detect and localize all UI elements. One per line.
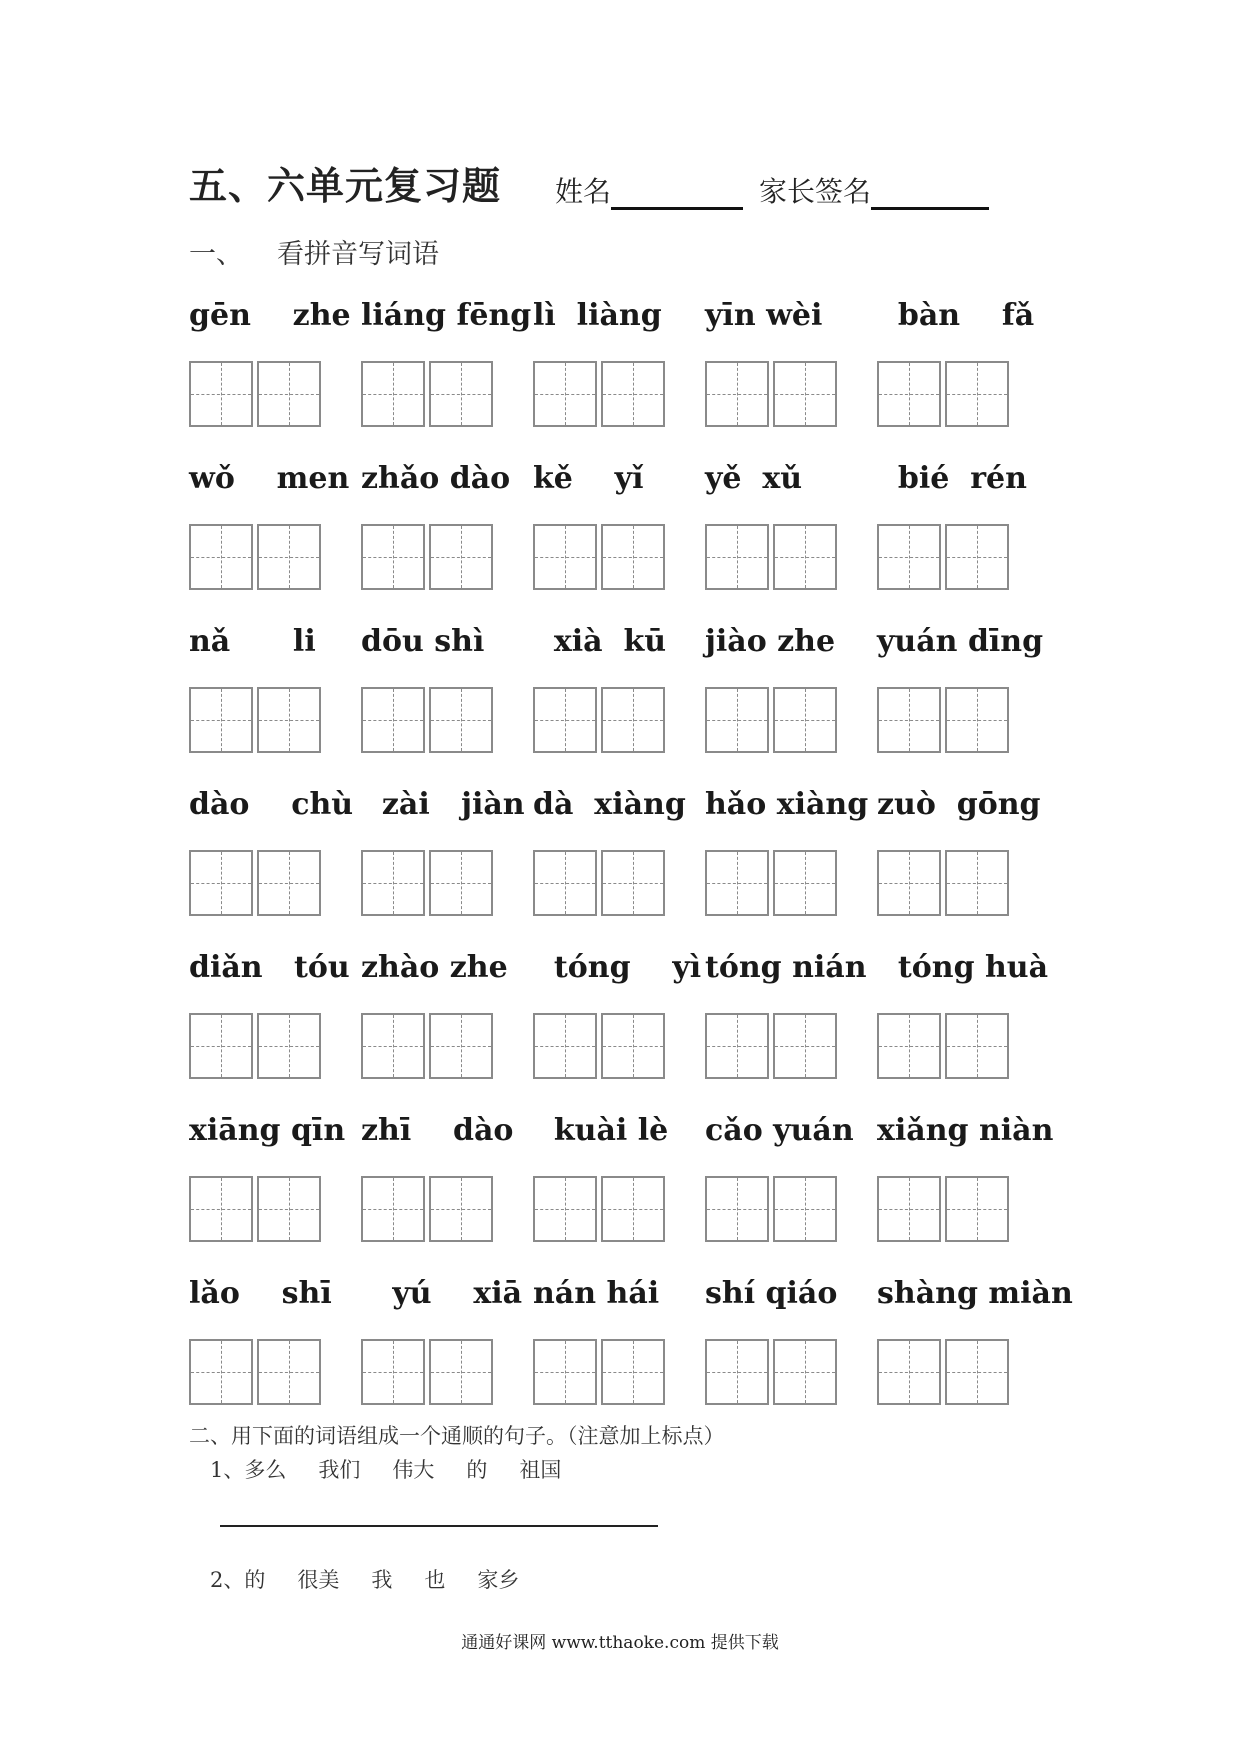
writing-box-pair bbox=[189, 687, 321, 753]
tianzige-box[interactable] bbox=[877, 1013, 941, 1079]
grid-row bbox=[189, 1111, 1054, 1274]
tianzige-box[interactable] bbox=[945, 1013, 1009, 1079]
tianzige-box[interactable] bbox=[429, 361, 493, 427]
writing-box-pair bbox=[877, 687, 1009, 753]
pinyin-label: jiào zhe bbox=[705, 624, 836, 659]
answer-line-1[interactable] bbox=[220, 1525, 658, 1527]
tianzige-box[interactable] bbox=[257, 850, 321, 916]
tianzige-box[interactable] bbox=[361, 361, 425, 427]
tianzige-box[interactable] bbox=[877, 850, 941, 916]
tianzige-box[interactable] bbox=[601, 850, 665, 916]
page-title: 五、六单元复习题 bbox=[189, 163, 502, 208]
writing-box-pair bbox=[877, 1176, 1009, 1242]
tianzige-box[interactable] bbox=[705, 361, 769, 427]
tianzige-box[interactable] bbox=[601, 1176, 665, 1242]
pinyin-label: zhī dào bbox=[361, 1113, 514, 1148]
pinyin-label: zhào zhe bbox=[361, 950, 508, 985]
tianzige-box[interactable] bbox=[533, 361, 597, 427]
writing-box-pair bbox=[877, 524, 1009, 590]
tianzige-box[interactable] bbox=[533, 850, 597, 916]
grid-row bbox=[189, 785, 1049, 948]
section1-number: 一、 bbox=[189, 239, 243, 270]
pinyin-label: hǎo xiàng bbox=[705, 787, 869, 822]
writing-box-pair bbox=[877, 1013, 1009, 1079]
q1-word: 我们 bbox=[318, 1458, 361, 1482]
question-2 bbox=[210, 1564, 551, 1594]
tianzige-box[interactable] bbox=[773, 524, 837, 590]
tianzige-box[interactable] bbox=[429, 524, 493, 590]
pinyin-label: nán hái bbox=[533, 1276, 660, 1311]
tianzige-box[interactable] bbox=[877, 1339, 941, 1405]
writing-box-pair bbox=[189, 1339, 321, 1405]
tianzige-box[interactable] bbox=[189, 361, 253, 427]
section1-heading bbox=[189, 232, 439, 271]
tianzige-box[interactable] bbox=[877, 1176, 941, 1242]
section1-title: 看拼音写词语 bbox=[277, 239, 439, 270]
tianzige-box[interactable] bbox=[877, 361, 941, 427]
tianzige-box[interactable] bbox=[429, 1176, 493, 1242]
q2-word: 也 bbox=[424, 1568, 446, 1592]
writing-box-pair bbox=[877, 1339, 1009, 1405]
tianzige-box[interactable] bbox=[945, 1176, 1009, 1242]
tianzige-box[interactable] bbox=[705, 1013, 769, 1079]
tianzige-box[interactable] bbox=[257, 524, 321, 590]
writing-box-pair bbox=[533, 687, 665, 753]
tianzige-box[interactable] bbox=[189, 1339, 253, 1405]
pinyin-label: xià kū bbox=[533, 624, 667, 659]
tianzige-box[interactable] bbox=[429, 687, 493, 753]
writing-box-pair bbox=[533, 1339, 665, 1405]
name-label: 姓名 bbox=[555, 175, 612, 208]
tianzige-box[interactable] bbox=[601, 1339, 665, 1405]
grid-row bbox=[189, 459, 1049, 622]
writing-box-pair bbox=[533, 1176, 665, 1242]
pinyin-label: xiǎng niàn bbox=[877, 1113, 1054, 1148]
pinyin-label: shàng miàn bbox=[877, 1276, 1073, 1311]
tianzige-box[interactable] bbox=[257, 361, 321, 427]
q2-word: 家乡 bbox=[477, 1568, 520, 1592]
section2-title: 二、用下面的词语组成一个通顺的句子。（注意加上标点） bbox=[189, 1424, 725, 1448]
tianzige-box[interactable] bbox=[429, 850, 493, 916]
pinyin-label: kuài lè bbox=[533, 1113, 669, 1148]
parent-signature-field bbox=[759, 170, 989, 210]
writing-box-pair bbox=[361, 850, 493, 916]
grid-row bbox=[189, 1274, 1073, 1437]
pinyin-label: dōu shì bbox=[361, 624, 485, 659]
tianzige-box[interactable] bbox=[601, 361, 665, 427]
tianzige-box[interactable] bbox=[361, 1339, 425, 1405]
writing-box-pair bbox=[533, 361, 665, 427]
tianzige-box[interactable] bbox=[601, 687, 665, 753]
tianzige-box[interactable] bbox=[773, 1013, 837, 1079]
grid-row bbox=[189, 622, 1049, 785]
pinyin-grid bbox=[189, 296, 1073, 1437]
pinyin-label: xiāng qīn bbox=[189, 1113, 346, 1148]
tianzige-box[interactable] bbox=[945, 1339, 1009, 1405]
pinyin-label: yě xǔ bbox=[705, 461, 803, 496]
pinyin-label: shí qiáo bbox=[705, 1276, 838, 1311]
pinyin-label: yuán dīng bbox=[877, 624, 1044, 659]
pinyin-label: wǒ men bbox=[189, 461, 350, 496]
tianzige-box[interactable] bbox=[361, 1013, 425, 1079]
name-blank[interactable] bbox=[611, 173, 743, 210]
writing-box-pair bbox=[705, 1176, 837, 1242]
tianzige-box[interactable] bbox=[773, 1176, 837, 1242]
writing-box-pair bbox=[189, 524, 321, 590]
tianzige-box[interactable] bbox=[533, 1013, 597, 1079]
writing-box-pair bbox=[705, 1013, 837, 1079]
tianzige-box[interactable] bbox=[361, 1176, 425, 1242]
tianzige-box[interactable] bbox=[705, 1176, 769, 1242]
q2-word: 很美 bbox=[297, 1568, 340, 1592]
writing-box-pair bbox=[361, 687, 493, 753]
tianzige-box[interactable] bbox=[257, 1339, 321, 1405]
q1-word: 祖国 bbox=[519, 1458, 562, 1482]
tianzige-box[interactable] bbox=[945, 361, 1009, 427]
tianzige-box[interactable] bbox=[945, 850, 1009, 916]
tianzige-box[interactable] bbox=[189, 524, 253, 590]
writing-box-pair bbox=[705, 361, 837, 427]
q1-word: 伟大 bbox=[392, 1458, 435, 1482]
tianzige-box[interactable] bbox=[705, 1339, 769, 1405]
pinyin-label: lǎo shī bbox=[189, 1276, 332, 1311]
tianzige-box[interactable] bbox=[773, 850, 837, 916]
pinyin-label: bié rén bbox=[877, 461, 1027, 496]
tianzige-box[interactable] bbox=[257, 1176, 321, 1242]
writing-box-pair bbox=[877, 850, 1009, 916]
pinyin-label: dào chù bbox=[189, 787, 354, 822]
writing-box-pair bbox=[877, 361, 1009, 427]
tianzige-box[interactable] bbox=[877, 687, 941, 753]
writing-box-pair bbox=[189, 850, 321, 916]
tianzige-box[interactable] bbox=[189, 850, 253, 916]
writing-box-pair bbox=[705, 524, 837, 590]
tianzige-box[interactable] bbox=[705, 524, 769, 590]
pinyin-label: cǎo yuán bbox=[705, 1113, 854, 1148]
question-1 bbox=[210, 1454, 593, 1484]
name-field bbox=[555, 170, 743, 210]
tianzige-box[interactable] bbox=[601, 524, 665, 590]
q1-word: 1、多么 bbox=[210, 1458, 287, 1482]
tianzige-box[interactable] bbox=[533, 1339, 597, 1405]
tianzige-box[interactable] bbox=[257, 687, 321, 753]
tianzige-box[interactable] bbox=[705, 850, 769, 916]
writing-box-pair bbox=[189, 1013, 321, 1079]
tianzige-box[interactable] bbox=[773, 1339, 837, 1405]
pinyin-label: zài jiàn bbox=[361, 787, 525, 822]
writing-box-pair bbox=[361, 361, 493, 427]
tianzige-box[interactable] bbox=[945, 687, 1009, 753]
pinyin-label: lì liàng bbox=[533, 298, 662, 333]
pinyin-label: tóng huà bbox=[877, 950, 1049, 985]
pinyin-label: yú xiā bbox=[361, 1276, 523, 1311]
tianzige-box[interactable] bbox=[533, 687, 597, 753]
page-header bbox=[189, 160, 989, 210]
writing-box-pair bbox=[533, 524, 665, 590]
footer-text: 通通好课网 www.tthaoke.com 提供下载 bbox=[461, 1633, 779, 1653]
pinyin-label: zhǎo dào bbox=[361, 461, 511, 496]
tianzige-box[interactable] bbox=[361, 524, 425, 590]
pinyin-label: tóng nián bbox=[705, 950, 867, 985]
writing-box-pair bbox=[533, 850, 665, 916]
writing-box-pair bbox=[361, 1339, 493, 1405]
q2-word: 我 bbox=[371, 1568, 393, 1592]
tianzige-box[interactable] bbox=[601, 1013, 665, 1079]
writing-box-pair bbox=[361, 524, 493, 590]
tianzige-box[interactable] bbox=[361, 850, 425, 916]
parent-signature-label: 家长签名 bbox=[759, 175, 872, 208]
writing-box-pair bbox=[361, 1176, 493, 1242]
writing-box-pair bbox=[705, 687, 837, 753]
tianzige-box[interactable] bbox=[429, 1339, 493, 1405]
tianzige-box[interactable] bbox=[189, 687, 253, 753]
pinyin-label: diǎn tóu bbox=[189, 950, 350, 985]
pinyin-label: zuò gōng bbox=[877, 787, 1041, 822]
pinyin-label: yīn wèi bbox=[705, 298, 823, 333]
parent-signature-blank[interactable] bbox=[871, 173, 989, 210]
grid-row bbox=[189, 948, 1049, 1111]
pinyin-label: nǎ li bbox=[189, 624, 316, 659]
pinyin-label: liáng fēng bbox=[361, 298, 532, 333]
writing-box-pair bbox=[189, 1176, 321, 1242]
writing-box-pair bbox=[533, 1013, 665, 1079]
writing-box-pair bbox=[705, 1339, 837, 1405]
tianzige-box[interactable] bbox=[189, 1176, 253, 1242]
pinyin-label: bàn fǎ bbox=[877, 298, 1035, 333]
pinyin-label: tóng yì bbox=[533, 950, 702, 985]
q2-word: 2、的 bbox=[210, 1568, 266, 1592]
tianzige-box[interactable] bbox=[257, 1013, 321, 1079]
tianzige-box[interactable] bbox=[877, 524, 941, 590]
tianzige-box[interactable] bbox=[773, 361, 837, 427]
pinyin-label: gēn zhe bbox=[189, 298, 351, 333]
pinyin-label: kě yǐ bbox=[533, 461, 644, 496]
tianzige-box[interactable] bbox=[533, 1176, 597, 1242]
grid-row bbox=[189, 296, 1049, 459]
writing-box-pair bbox=[361, 1013, 493, 1079]
tianzige-box[interactable] bbox=[945, 524, 1009, 590]
tianzige-box[interactable] bbox=[773, 687, 837, 753]
tianzige-box[interactable] bbox=[705, 687, 769, 753]
pinyin-label: dà xiàng bbox=[533, 787, 686, 822]
tianzige-box[interactable] bbox=[189, 1013, 253, 1079]
q1-word: 的 bbox=[466, 1458, 488, 1482]
writing-box-pair bbox=[705, 850, 837, 916]
tianzige-box[interactable] bbox=[361, 687, 425, 753]
writing-box-pair bbox=[189, 361, 321, 427]
tianzige-box[interactable] bbox=[533, 524, 597, 590]
tianzige-box[interactable] bbox=[429, 1013, 493, 1079]
